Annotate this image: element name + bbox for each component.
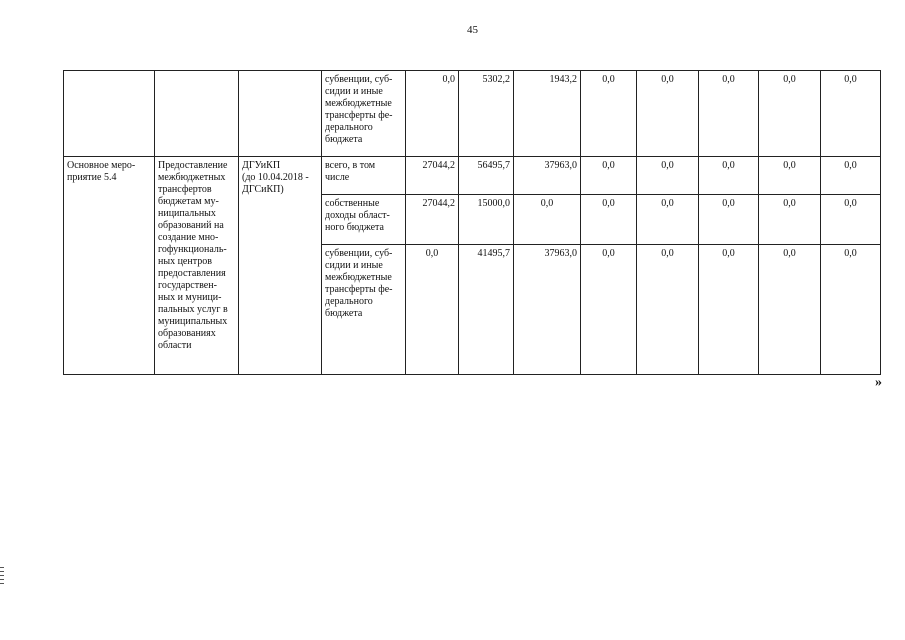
- value-cell: 27044,2: [406, 195, 459, 245]
- funding-source-cell: субвенции, суб- сидии и иные межбюджетные трансферты фе- дерального бюджета: [322, 245, 406, 375]
- value-cell: 0,0: [581, 71, 637, 157]
- activity-cell: [64, 71, 155, 157]
- value-cell: 1943,2: [514, 71, 581, 157]
- value-cell: 0,0: [406, 245, 459, 375]
- value-cell: 0,0: [699, 157, 759, 195]
- funding-source-cell: собственные доходы област- ного бюджета: [322, 195, 406, 245]
- value-cell: 0,0: [759, 157, 821, 195]
- value-cell: 0,0: [581, 195, 637, 245]
- value-cell: 0,0: [637, 195, 699, 245]
- scan-edge-marks: [0, 567, 4, 587]
- value-cell: 0,0: [759, 195, 821, 245]
- value-cell: 0,0: [699, 195, 759, 245]
- value-cell: 27044,2: [406, 157, 459, 195]
- value-cell: 0,0: [637, 71, 699, 157]
- value-cell: 0,0: [759, 71, 821, 157]
- value-cell: 37963,0: [514, 245, 581, 375]
- value-cell: 37963,0: [514, 157, 581, 195]
- page-number: 45: [467, 24, 478, 36]
- value-cell: 0,0: [759, 245, 821, 375]
- table-row: [64, 71, 881, 157]
- description-cell: Предоставление межбюджетных трансфертов бюджетам му- ниципальных образований на создание мно- гофункциональ- ных центров предоставления государствен- ных и муници- пальных услуг в муниципальных образованиях области: [155, 157, 239, 375]
- value-cell: 56495,7: [459, 157, 514, 195]
- funding-source-cell: субвенции, суб- сидии и иные межбюджетные трансферты фе- дерального бюджета: [322, 71, 406, 157]
- executor-cell: ДГУиКП (до 10.04.2018 - ДГСиКП): [239, 157, 322, 375]
- value-cell: 0,0: [821, 245, 881, 375]
- value-cell: 0,0: [699, 245, 759, 375]
- value-cell: 0,0: [406, 71, 459, 157]
- value-cell: 5302,2: [459, 71, 514, 157]
- funding-source-cell: всего, в том числе: [322, 157, 406, 195]
- value-cell: 41495,7: [459, 245, 514, 375]
- description-cell: [155, 71, 239, 157]
- value-cell: 0,0: [581, 157, 637, 195]
- value-cell: 0,0: [821, 157, 881, 195]
- value-cell: 15000,0: [459, 195, 514, 245]
- value-cell: 0,0: [637, 245, 699, 375]
- activity-cell: Основное меро- приятие 5.4: [64, 157, 155, 375]
- value-cell: 0,0: [821, 195, 881, 245]
- table-row: [64, 157, 881, 195]
- executor-cell: [239, 71, 322, 157]
- value-cell: 0,0: [581, 245, 637, 375]
- value-cell: 0,0: [821, 71, 881, 157]
- budget-table: [63, 70, 881, 375]
- value-cell: 0,0: [514, 195, 581, 245]
- value-cell: 0,0: [699, 71, 759, 157]
- value-cell: 0,0: [637, 157, 699, 195]
- closing-quote-mark: »: [875, 375, 882, 390]
